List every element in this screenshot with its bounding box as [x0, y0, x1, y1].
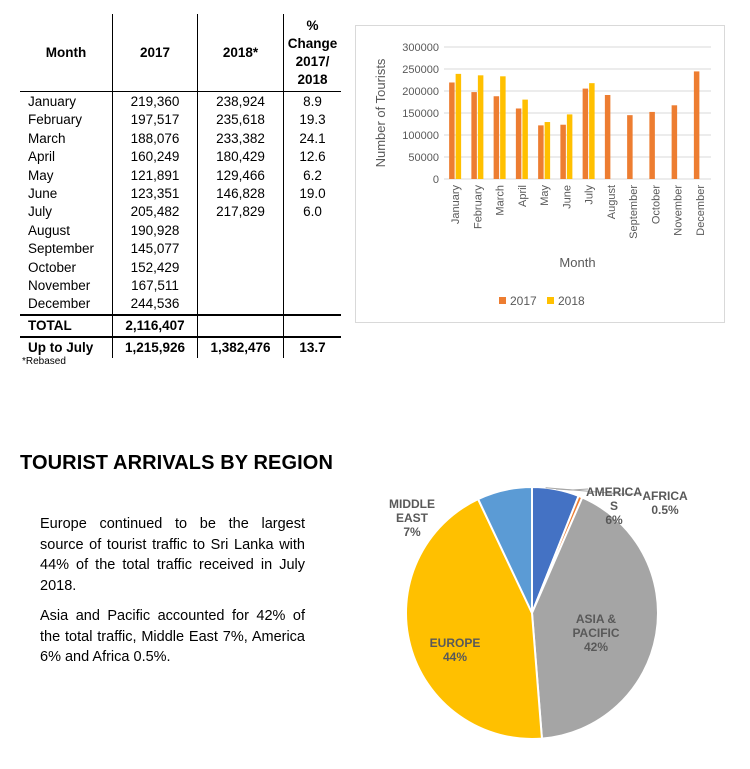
value-2017-cell: 190,928 [113, 222, 198, 240]
header-month: Month [20, 14, 113, 92]
total-label: TOTAL [20, 315, 113, 337]
region-pie-chart [360, 470, 700, 760]
change-cell [284, 222, 342, 240]
table-row [20, 92, 341, 112]
x-tick-label: June [561, 185, 574, 209]
y-tick-label: 150000 [402, 108, 439, 120]
change-cell: 24.1 [284, 130, 342, 148]
header-2017: 2017 [113, 14, 198, 92]
change-cell: 12.6 [284, 148, 342, 166]
header-percent-change: % Change 2017/ 2018 [284, 14, 342, 92]
total-change [284, 315, 342, 337]
x-tick-label: October [650, 185, 663, 225]
change-cell: 6.0 [284, 203, 342, 221]
month-cell: December [28, 296, 91, 312]
x-tick-label: March [494, 185, 507, 216]
pie-label: MIDDLE EAST 7% [389, 497, 435, 539]
bar-2017-may [538, 125, 544, 179]
value-2017-cell: 244,536 [113, 295, 198, 314]
y-axis-title: Number of Tourists [373, 58, 388, 168]
value-2017-cell: 219,360 [113, 92, 198, 112]
bar-2017-august [605, 95, 611, 179]
change-cell: 8.9 [284, 92, 342, 112]
up-to-july-label: Up to July [20, 337, 113, 358]
month-cell: July [28, 204, 53, 220]
change-cell: 19.3 [284, 111, 342, 129]
table-row [20, 130, 341, 148]
up-to-july-2017: 1,215,926 [113, 337, 198, 358]
legend-swatch [499, 297, 506, 304]
table-row [20, 185, 341, 203]
table-row [20, 111, 341, 129]
value-2018-cell: 129,466 [198, 167, 284, 185]
change-cell [284, 295, 342, 314]
value-2018-cell [198, 240, 284, 258]
bar-2017-january [449, 82, 455, 179]
month-cell: March [28, 130, 66, 146]
bar-2017-march [494, 96, 500, 179]
x-tick-label: December [694, 185, 707, 236]
month-cell: February [28, 112, 83, 128]
change-cell: 19.0 [284, 185, 342, 203]
x-tick-label: August [605, 185, 618, 220]
up-to-july-2018: 1,382,476 [198, 337, 284, 358]
pie-label: AFRICA 0.5% [642, 489, 688, 517]
bar-2018-july [589, 83, 595, 179]
table-row [20, 295, 341, 314]
value-2018-cell: 180,429 [198, 148, 284, 166]
bar-2018-april [522, 100, 528, 179]
value-2018-cell [198, 295, 284, 314]
table-header-row [20, 14, 341, 92]
value-2017-cell: 188,076 [113, 130, 198, 148]
bar-2017-april [516, 108, 522, 179]
value-2018-cell: 238,924 [198, 92, 284, 112]
value-2017-cell: 205,482 [113, 203, 198, 221]
region-paragraph-2: Asia and Pacific accounted for 42% of the total traffic, Middle East 7%, America 6% and Africa 0.5%. [40, 608, 305, 665]
x-tick-label: April [516, 185, 529, 208]
total-2018 [198, 315, 284, 337]
y-tick-label: 200000 [402, 86, 439, 98]
bar-2017-february [471, 92, 477, 179]
x-tick-label: November [672, 185, 685, 236]
bar-2017-december [694, 71, 700, 179]
y-tick-label: 50000 [408, 152, 439, 164]
month-cell: June [28, 186, 58, 202]
rebased-note: *Rebased [22, 356, 66, 367]
x-tick-label: May [539, 185, 552, 206]
y-tick-label: 100000 [402, 130, 439, 142]
monthly-arrivals-table [20, 14, 341, 358]
bar-2018-june [567, 114, 573, 179]
month-cell: May [28, 167, 54, 183]
bar-2017-september [627, 115, 633, 179]
value-2018-cell: 146,828 [198, 185, 284, 203]
table-row [20, 259, 341, 277]
value-2017-cell: 123,351 [113, 185, 198, 203]
region-description [40, 514, 305, 678]
value-2018-cell: 235,618 [198, 111, 284, 129]
bar-2017-november [672, 105, 678, 179]
value-2018-cell [198, 259, 284, 277]
month-cell: November [28, 278, 91, 294]
value-2018-cell [198, 222, 284, 240]
table-row [20, 167, 341, 185]
change-cell: 6.2 [284, 167, 342, 185]
y-tick-label: 300000 [402, 42, 439, 54]
legend-swatch [547, 297, 554, 304]
monthly-bar-chart [355, 25, 725, 323]
region-paragraph-1: Europe continued to be the largest source of tourist traffic to Sri Lanka with 44% of the total traffic received in July 2018. [40, 516, 305, 594]
x-tick-label: February [472, 185, 485, 230]
value-2018-cell: 233,382 [198, 130, 284, 148]
month-cell: April [28, 149, 56, 165]
value-2018-cell: 217,829 [198, 203, 284, 221]
bar-chart-svg [356, 26, 726, 324]
pie-label: ASIA & PACIFIC 42% [572, 612, 620, 654]
up-to-july-change: 13.7 [284, 337, 342, 358]
pie-label: AMERICA S 6% [586, 485, 642, 527]
table-row [20, 277, 341, 295]
bar-2017-october [649, 112, 655, 179]
region-heading: TOURIST ARRIVALS BY REGION [20, 452, 334, 474]
y-tick-label: 250000 [402, 64, 439, 76]
bar-2018-march [500, 76, 506, 179]
bar-2018-january [456, 74, 462, 179]
legend-label: 2017 [510, 294, 537, 308]
value-2017-cell: 197,517 [113, 111, 198, 129]
month-cell: September [28, 241, 95, 257]
bar-2017-june [560, 125, 566, 179]
x-tick-label: September [628, 185, 641, 239]
month-cell: January [28, 94, 77, 109]
value-2017-cell: 160,249 [113, 148, 198, 166]
change-cell [284, 259, 342, 277]
change-cell [284, 277, 342, 295]
table-row [20, 240, 341, 258]
pie-label: EUROPE 44% [429, 636, 481, 664]
value-2017-cell: 152,429 [113, 259, 198, 277]
bar-2018-may [545, 122, 551, 179]
total-2017: 2,116,407 [113, 315, 198, 337]
value-2017-cell: 167,511 [113, 277, 198, 295]
change-cell [284, 240, 342, 258]
value-2017-cell: 145,077 [113, 240, 198, 258]
month-cell: August [28, 222, 71, 238]
value-2017-cell: 121,891 [113, 167, 198, 185]
table-row [20, 203, 341, 221]
y-tick-label: 0 [432, 174, 439, 186]
table-row [20, 148, 341, 166]
header-2018: 2018* [198, 14, 284, 92]
value-2018-cell [198, 277, 284, 295]
bar-2018-february [478, 75, 484, 179]
x-tick-label: January [450, 185, 463, 225]
x-tick-label: July [583, 185, 596, 205]
table-row [20, 222, 341, 240]
month-cell: October [28, 259, 77, 275]
x-axis-title: Month [559, 255, 596, 270]
total-row [20, 315, 341, 337]
bar-2017-july [583, 89, 589, 179]
up-to-july-row [20, 337, 341, 358]
legend-label: 2018 [558, 294, 585, 308]
